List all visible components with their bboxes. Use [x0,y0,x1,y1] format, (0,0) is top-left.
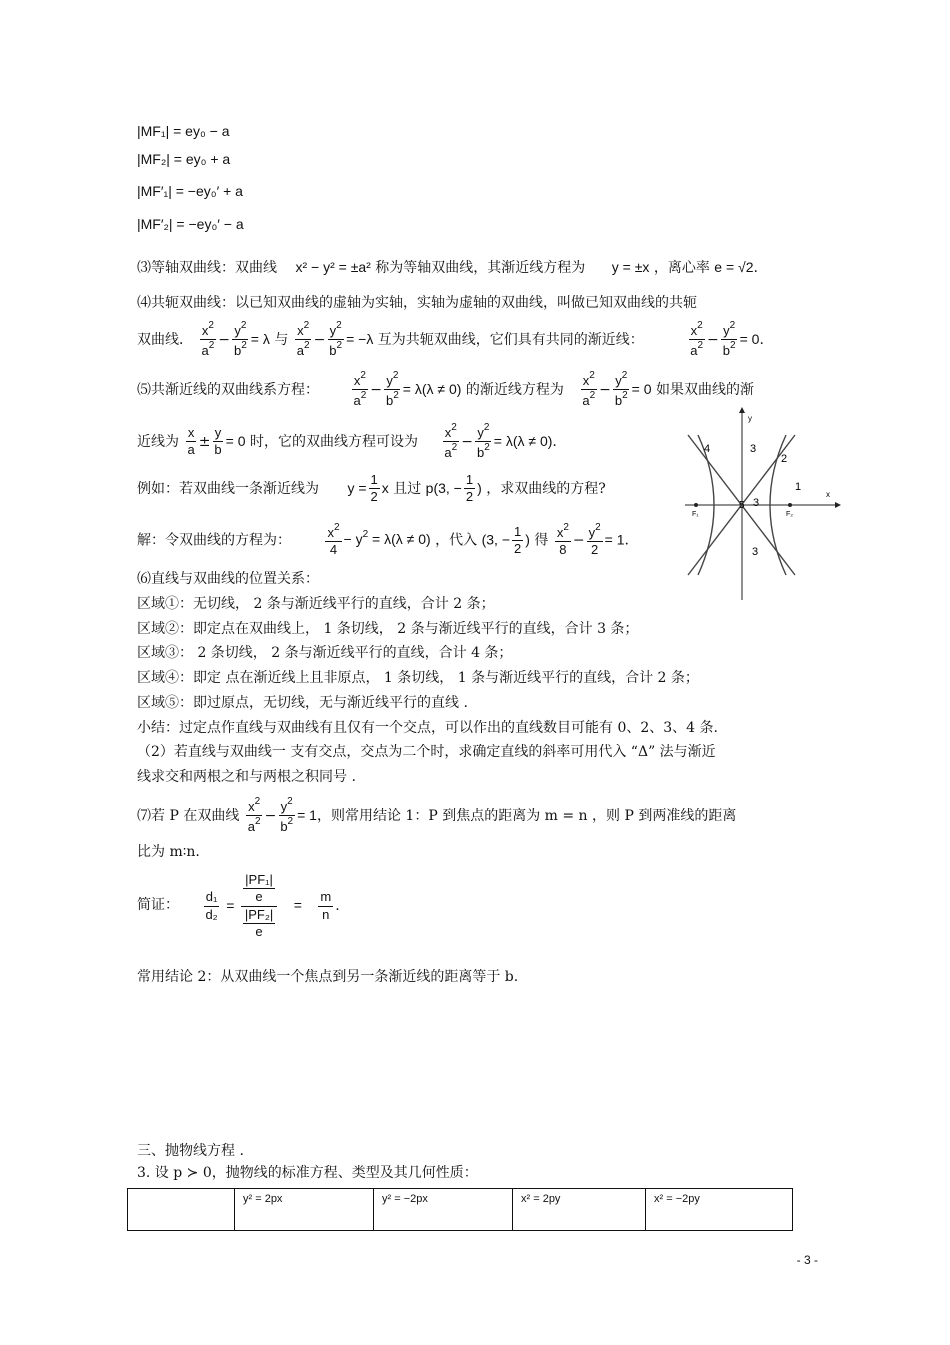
example-mid: 且过 [393,480,422,497]
conjugate-hyperbola-line1: ⑷共轭双曲线：以已知双曲线的虚轴为实轴，实轴为虚轴的双曲线，叫做已知双曲线的共轭 [137,295,697,311]
frac-x2-a2-c: $\frac{x^2}{a^2}$ [690,320,704,359]
focus-f1-label: F₁ [692,511,699,518]
frac-x2-a2-b: $\frac{x^2}{a^2}$ [296,320,310,359]
s3-eccentricity: e = √2 [714,259,754,275]
example-lead: 例如：若双曲线一条渐近线为 [137,480,319,497]
region-label-2: 2 [781,453,788,465]
s4-mid: 互为共轭双曲线，它们具有共同的渐近线： [377,331,644,348]
asymptote-family-line2: 近线为 $\frac{x}{a}$ ± $\frac{y}{b}$ = 0 时，它的双曲线方程可设为 $\frac{x^2}{a^2}$ − $\frac{y^2}{b^2}$ = λ(λ ≠ 0). [137,422,557,461]
s4-with: 与 [274,331,289,348]
solution-end: . [624,532,629,549]
frac-y2-b2: $\frac{y^2}{b^2}$ [233,320,247,359]
region-label-3-bottom: 3 [752,546,759,558]
frac-y2-b2-b: $\frac{y^2}{b^2}$ [329,320,343,359]
s5-lead2: 近线为 [137,433,179,450]
focus-f2-label: F₂ [786,511,793,518]
frac-1-2: $\frac{1}{2}$ [370,472,378,505]
y-axis-label: y [748,414,752,423]
y-axis-arrow-icon [739,407,745,413]
region-label-4: 4 [704,443,711,455]
s3-asymptote: y = ±x [611,259,650,275]
page-number: - 3 - [796,1253,818,1267]
table-cell: y² = −2px [374,1189,513,1231]
region-label-1: 1 [795,481,802,493]
focal-formula-2: |MF₂| = ey₀ + a [137,151,231,167]
s7-line2: 比为 m∶n. [137,844,200,860]
frac-m-n: $\frac{m}{n}$ [320,889,332,922]
equilateral-hyperbola-line [137,260,758,276]
x-axis-label: x [826,490,830,499]
frac-1-2-b: $\frac{1}{2}$ [465,472,474,505]
frac-5f: $\frac{y^2}{b^2}$ [476,422,490,461]
frac-5c: $\frac{x^2}{a^2}$ [582,370,596,409]
region-3: 区域③： 2 条切线， 2 条与渐近线平行的直线，合计 4 条； [137,645,513,661]
s5-lead: ⑸共渐近线的双曲线系方程： [137,381,319,398]
note-line1: （2）若直线与双曲线一 支有交点，交点为二个时，求确定直线的斜率可用代入 “Δ” 法与渐近 [137,744,716,760]
s7-mid: ，则常用结论 1：P 到焦点的距离为 m = n ，则 P 到两准线的距离 [316,807,737,824]
frac-1-2-c: $\frac{1}{2}$ [514,523,522,556]
s3-equation: x² − y² = ±a² [295,259,371,275]
s4-lead: 双曲线． [137,331,193,348]
focal-formula-4: |MF′₂| = −ey₀′ − a [137,216,244,232]
frac-pf-over-e: $\frac{\frac{\text{|PF₁|}}{e}}{\frac{\text{|PF₂|}}{e}}$ [241,872,277,940]
s7-line1: ⑺若 P 在双曲线 $\frac{x^2}{a^2}$ − $\frac{y^2}{b^2}$ = 1，则常用结论 1：P 到焦点的距离为 m = n ，则 P 到两准线的距离 [137,796,737,835]
solution-line: 解：令双曲线的方程为： $\frac{x^2}{4}$ − $y^2 = \lambda(\lambda \ne 0)$ ，代入 (3, − $\frac{1}{2}$ ) 得 $\frac{x^2}{8}$ − $\frac{y^2}{2}$ = 1. [137,522,629,558]
s5-mid2: 时，它的双曲线方程可设为 [249,433,418,450]
frac-7a: $\frac{x^2}{a^2}$ [247,796,261,835]
solution-mid: ，代入 [435,532,478,549]
table-cell: x² = −2py [646,1189,793,1231]
table-cell: x² = 2py [513,1189,646,1231]
parabola-table [127,1188,793,1231]
s3-end: . [753,260,758,276]
frac-y2-2: $\frac{y^2}{2}$ [588,522,601,558]
note-line2: 线求交和两根之和与两根之积同号 . [137,769,356,785]
region-label-5: 5 [739,500,745,511]
s6-title: ⑹直线与双曲线的位置关系： [137,571,319,587]
hyperbola-diagram [680,405,845,605]
table-row [128,1189,793,1231]
frac-d1-d2: $\frac{\text{d₁}}{\text{d₂}}$ [205,889,218,922]
table-cell [128,1189,235,1231]
frac-x-a: $\frac{x}{a}$ [187,425,195,458]
x-axis-arrow-icon [835,502,841,508]
table-cell: y² = 2px [235,1189,374,1231]
frac-y-b: $\frac{y}{b}$ [214,425,222,458]
conjugate-hyperbola-line2: 双曲线． $\frac{x^2}{a^2}$ − $\frac{y^2}{b^2}$ = λ 与 $\frac{x^2}{a^2}$ − $\frac{y^2}{b^2}$ = −λ 互为共轭双曲线，它们具有共同的渐近线： $\frac{x^2}{a^2}$ − $\frac{y^2}{b^2}$ = 0. [137,320,764,359]
focal-formula-1: |MF₁| = ey₀ − a [137,123,230,139]
s4-end: . [759,331,764,348]
solution-got: 得 [534,532,549,549]
solution-lead: 解：令双曲线的方程为： [137,532,291,549]
asymptote-family-line1: ⑸共渐近线的双曲线系方程： $\frac{x^2}{a^2}$ − $\frac{y^2}{b^2}$ = λ(λ ≠ 0) 的渐近线方程为 $\frac{x^2}{a^2}$ − $\frac{y^2}{b^2}$ = 0 如果双曲线的渐 [137,370,754,409]
proof-label: 简证： [137,897,179,914]
frac-5e: $\frac{x^2}{a^2}$ [444,422,458,461]
part3-heading: 三、抛物线方程 . [137,1143,244,1159]
frac-5a: $\frac{x^2}{a^2}$ [353,370,367,409]
frac-5b: $\frac{y^2}{b^2}$ [385,370,399,409]
focal-formula-3: |MF′₁| = −ey₀′ + a [137,183,243,199]
frac-5d: $\frac{y^2}{b^2}$ [614,370,628,409]
s3-mid: 称为等轴双曲线，其渐近线方程为 [375,260,586,276]
frac-x2-a2: $\frac{x^2}{a^2}$ [201,320,215,359]
frac-x2-8: $\frac{x^2}{8}$ [556,522,569,558]
region-5: 区域⑤：即过原点，无切线，无与渐近线平行的直线 . [137,695,468,711]
s5-end2: . [552,433,557,450]
s7-lead: ⑺若 P 在双曲线 [137,807,240,824]
s5-mid: 的渐近线方程为 [465,381,564,398]
proof-line: 简证： $\frac{\text{d₁}}{\text{d₂}}$ = $\frac{\frac{\text{|PF₁|}}{e}}{\frac{\text{|PF₂|}}{e}}$ = $\frac{m}{n}$ . [137,872,340,939]
s5-tail: 如果双曲线的渐 [655,381,754,398]
example-tail: ，求双曲线的方程? [486,480,606,497]
frac-x2-4: $\frac{x^2}{4}$ [327,522,340,558]
region-2: 区域②：即定点在双曲线上， 1 条切线， 2 条与渐近线平行的直线，合计 3 条； [137,621,639,637]
s3-lead: ⑶等轴双曲线：双曲线 [137,260,277,276]
region-4: 区域④：即定 点在渐近线上且非原点， 1 条切线， 1 条与渐近线平行的直线，合计 2 条； [137,670,699,686]
s3-tail: ，离心率 [653,260,710,276]
region-1: 区域①：无切线， 2 条与渐近线平行的直线，合计 2 条； [137,596,495,612]
frac-y2-b2-c: $\frac{y^2}{b^2}$ [722,320,736,359]
region-label-3-top: 3 [750,443,757,455]
focus-f1-dot [694,503,698,507]
proof-end: . [335,898,340,914]
conclusion-2: 常用结论 2：从双曲线一个焦点到另一条渐近线的距离等于 b. [137,969,519,985]
frac-7b: $\frac{y^2}{b^2}$ [280,796,294,835]
example-line: 例如：若双曲线一条渐近线为 y = $\frac{1}{2}$ x 且过 p(3, − $\frac{1}{2}$ ) ，求双曲线的方程? [137,472,606,505]
focus-f2-dot [788,503,792,507]
part3-item: 3. 设 p ≻ 0，抛物线的标准方程、类型及其几何性质： [137,1165,478,1181]
region-label-3-right: 3 [753,497,760,509]
summary: 小结：过定点作直线与双曲线有且仅有一个交点，可以作出的直线数目可能有 0、2、3、4 条. [137,720,718,736]
